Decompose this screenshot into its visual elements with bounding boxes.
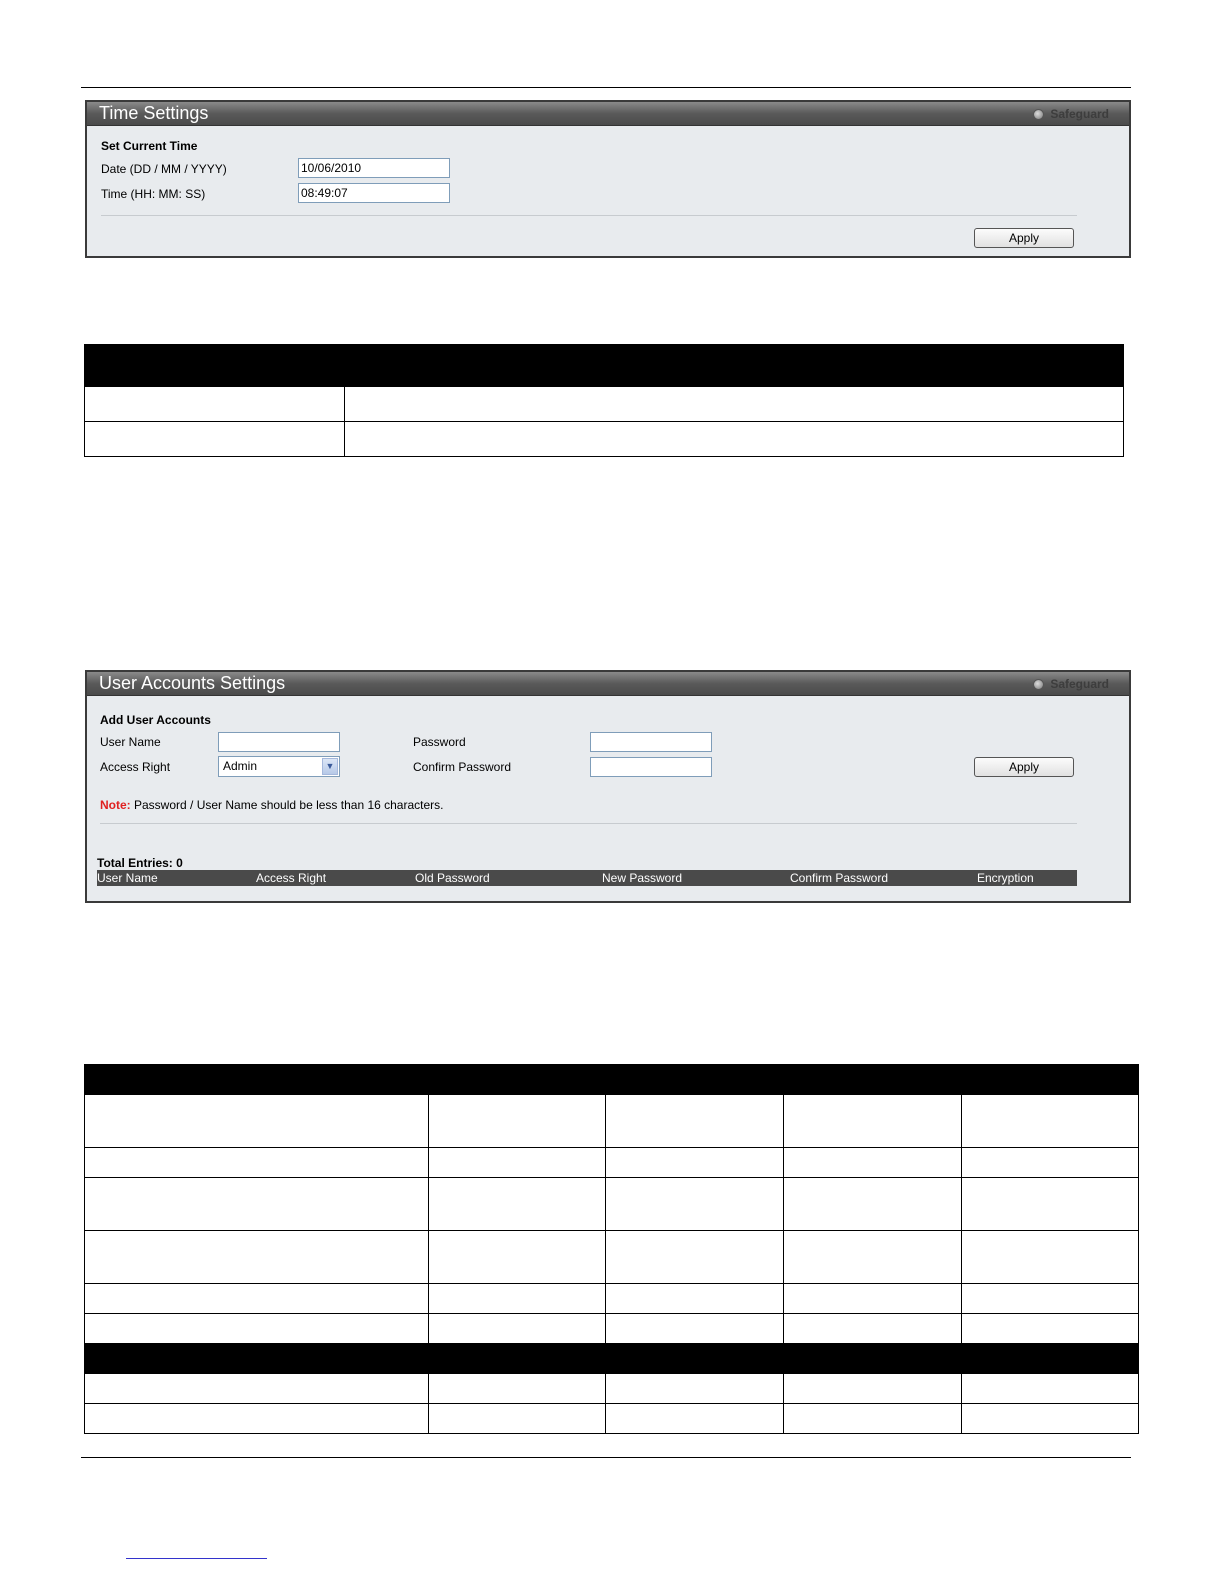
user-accounts-title: User Accounts Settings — [99, 673, 286, 693]
divider — [101, 215, 1077, 216]
table-section-row — [85, 1344, 1139, 1374]
time-settings-panel — [85, 100, 1131, 258]
header-rule — [81, 87, 1131, 88]
table-row — [85, 1148, 1139, 1178]
footer-rule — [81, 1457, 1131, 1458]
safeguard-indicator[interactable] — [1033, 107, 1109, 121]
confirm-password-input[interactable] — [590, 757, 712, 777]
time-label: Time (HH: MM: SS) — [101, 187, 206, 201]
access-right-label: Access Right — [100, 760, 171, 774]
footer-link[interactable] — [126, 1558, 267, 1559]
user-name-input[interactable] — [218, 732, 340, 752]
user-accounts-panel — [85, 670, 1131, 903]
note-prefix: Note: — [100, 798, 131, 812]
chevron-down-icon[interactable]: ▼ — [322, 758, 338, 775]
apply-button[interactable]: Apply — [974, 757, 1074, 777]
set-current-time-heading: Set Current Time — [101, 139, 198, 153]
table-row — [85, 1404, 1139, 1434]
safeguard-indicator[interactable] — [1033, 677, 1109, 691]
time-input[interactable] — [298, 183, 450, 203]
col-encryption: Encryption — [977, 871, 1034, 885]
password-label: Password — [413, 735, 466, 749]
apply-button[interactable]: Apply — [974, 228, 1074, 248]
password-note — [100, 798, 444, 812]
time-settings-title: Time Settings — [99, 103, 209, 123]
total-entries: Total Entries: 0 — [97, 856, 183, 870]
password-input[interactable] — [590, 732, 712, 752]
safeguard-status-icon — [1033, 109, 1044, 120]
table-row — [85, 1178, 1139, 1231]
accounts-table-header — [97, 870, 1077, 886]
col-old-password: Old Password — [415, 871, 490, 885]
date-label: Date (DD / MM / YYYY) — [101, 162, 227, 176]
safeguard-status-icon — [1033, 679, 1044, 690]
user-accounts-titlebar — [87, 672, 1129, 696]
access-rights-table — [84, 1064, 1139, 1434]
time-settings-titlebar — [87, 102, 1129, 126]
safeguard-label: Safeguard — [1050, 677, 1109, 691]
divider — [100, 823, 1077, 824]
add-user-accounts-heading: Add User Accounts — [100, 713, 211, 727]
user-name-label: User Name — [100, 735, 161, 749]
time-settings-description-table — [84, 344, 1124, 457]
table-row — [85, 1095, 1139, 1148]
col-confirm-password: Confirm Password — [790, 871, 889, 885]
table-header-row — [85, 1065, 1139, 1095]
table-row — [85, 1314, 1139, 1344]
table-row — [85, 387, 1124, 422]
note-text: Password / User Name should be less than 16 characters. — [130, 798, 444, 812]
safeguard-label: Safeguard — [1050, 107, 1109, 121]
table-row — [85, 422, 1124, 457]
col-new-password: New Password — [602, 871, 683, 885]
table-row — [85, 1374, 1139, 1404]
table-header-row — [85, 345, 1124, 387]
table-row — [85, 1231, 1139, 1284]
table-row — [85, 1284, 1139, 1314]
access-right-selected: Admin — [223, 759, 258, 773]
date-input[interactable] — [298, 158, 450, 178]
col-access-right: Access Right — [256, 871, 327, 885]
confirm-password-label: Confirm Password — [413, 760, 512, 774]
access-right-select[interactable] — [218, 756, 340, 777]
col-user-name: User Name — [97, 871, 158, 885]
